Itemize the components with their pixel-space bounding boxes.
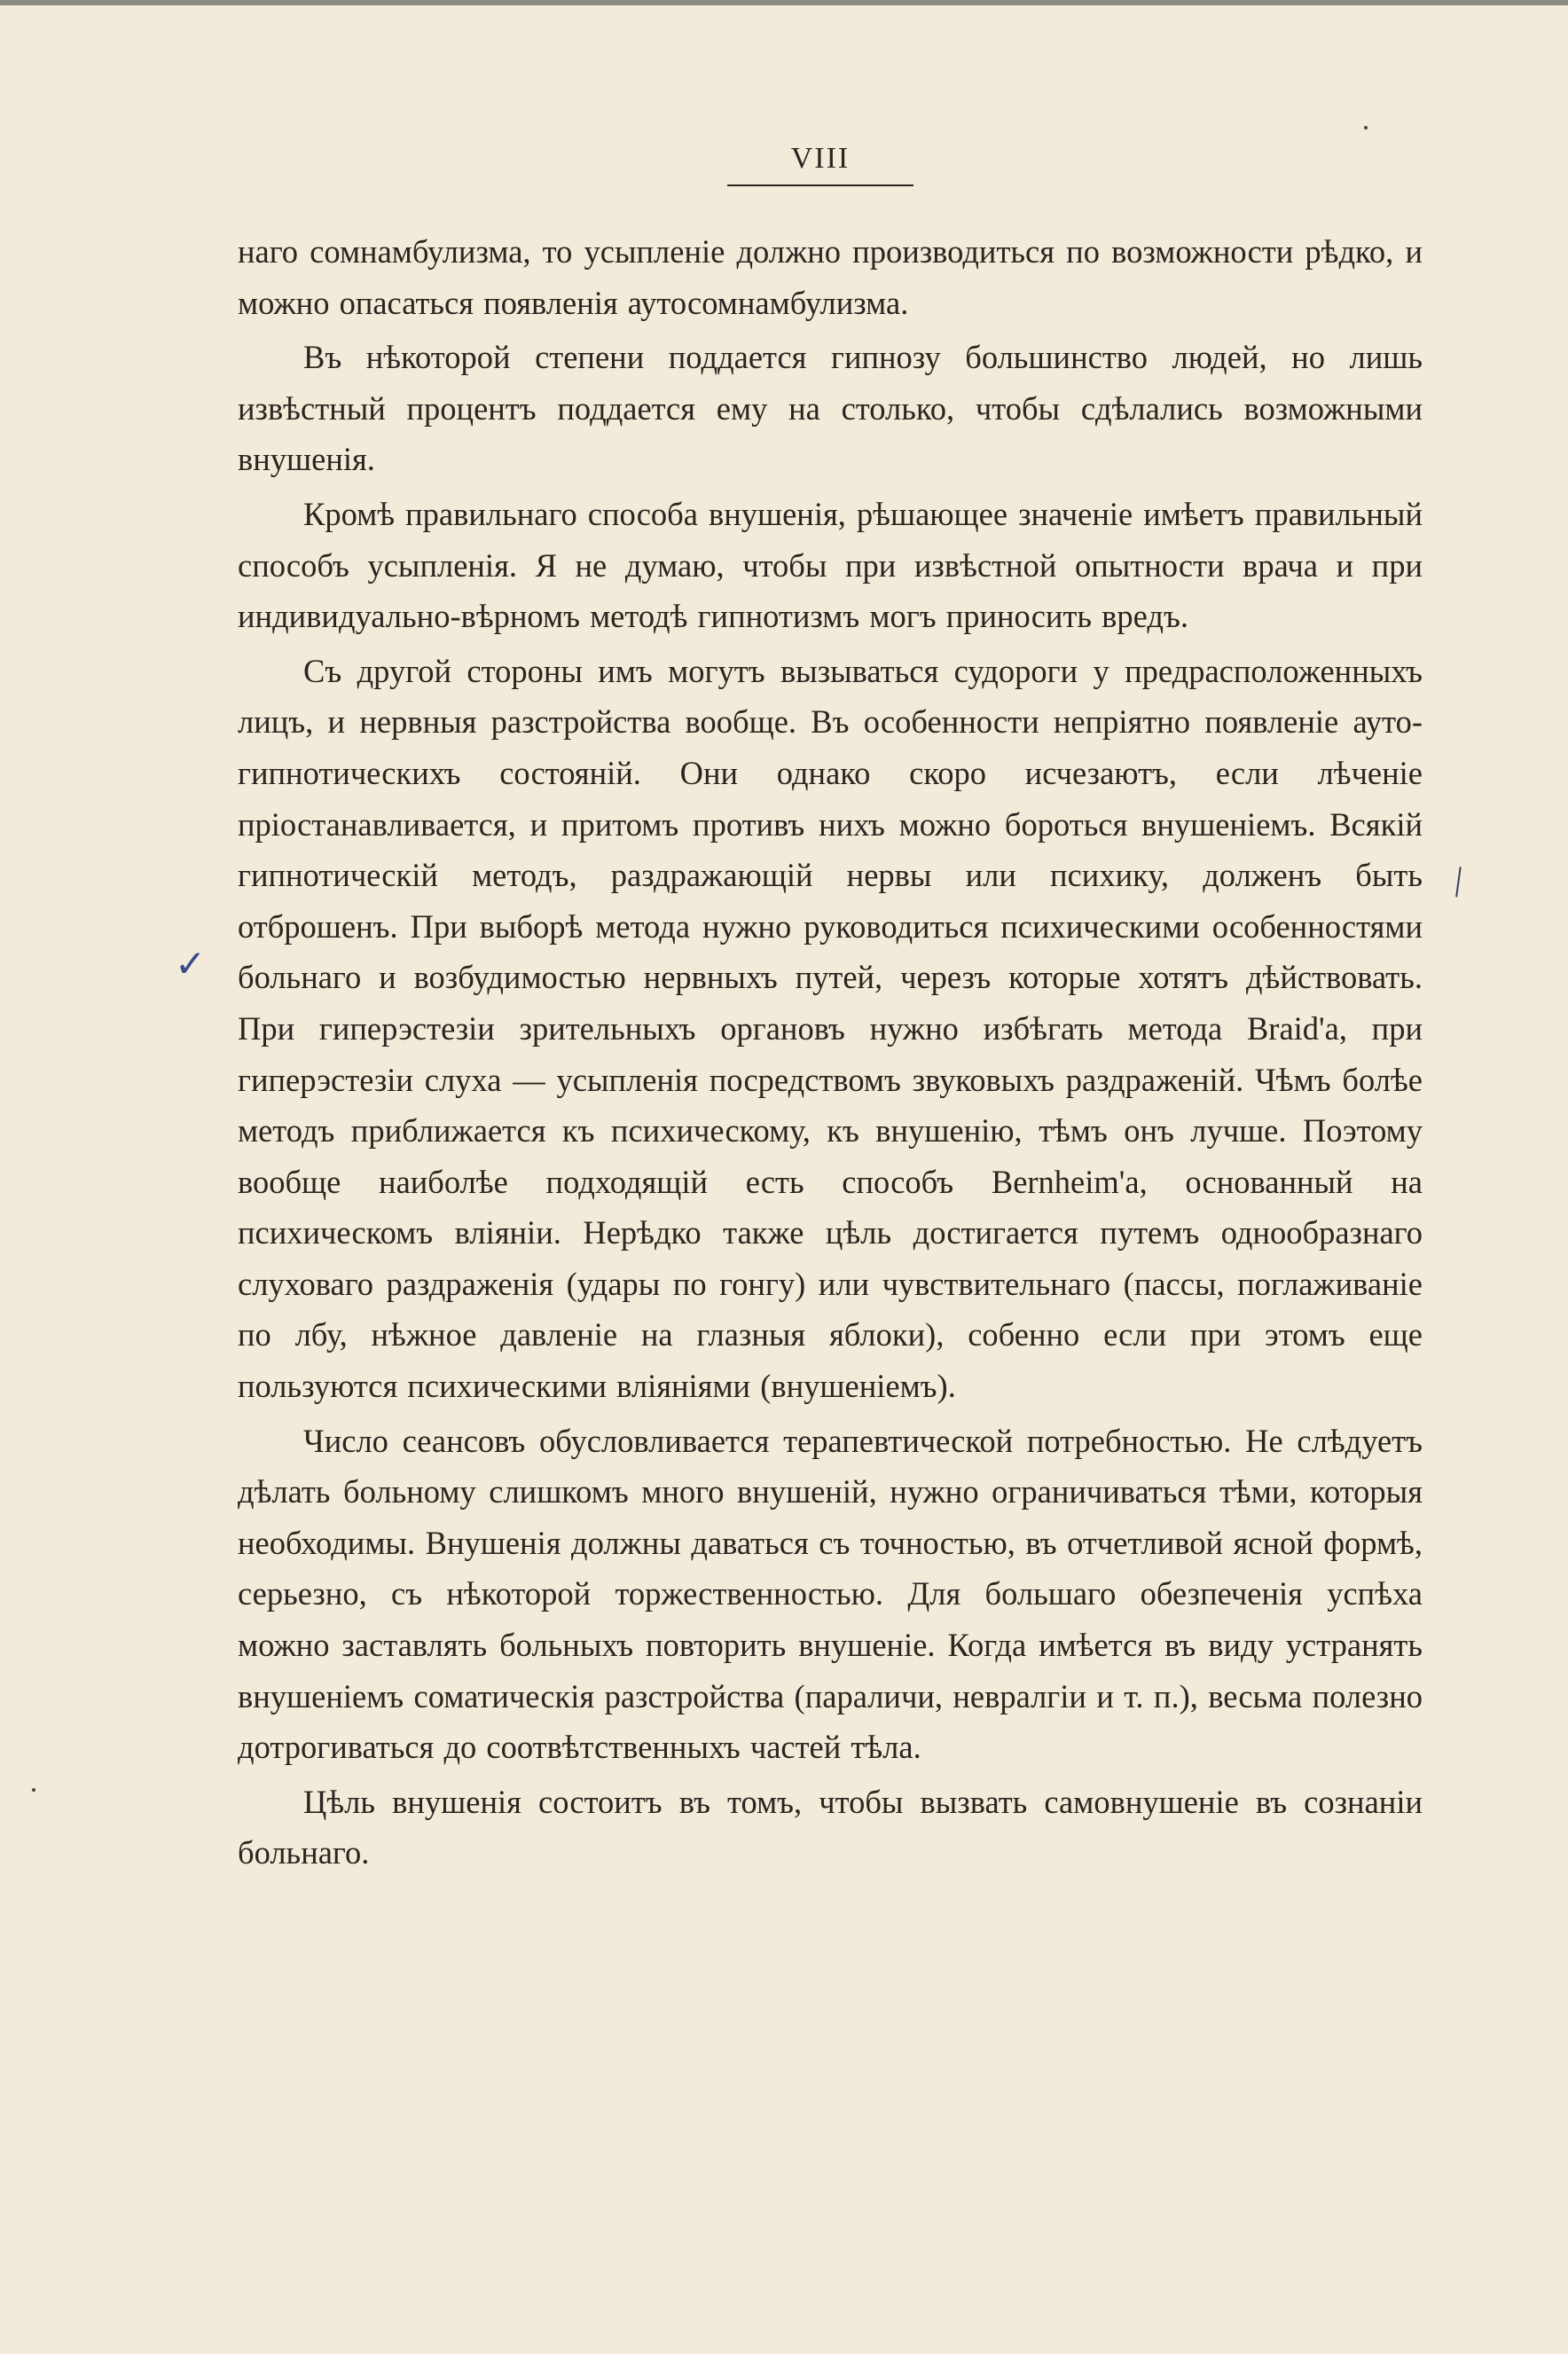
paragraph: Кромѣ правильнаго способа внушенія, рѣшающее значеніе имѣетъ правильный способъ усыпленія. Я не думаю, чтобы при извѣстной опытности врача и при индивидуально-вѣрномъ методѣ гипнотизмъ могъ приносить вредъ. bbox=[238, 495, 1423, 635]
paragraph: Съ другой стороны имъ могутъ вызываться судороги у предрасположенныхъ лицъ, и нервныя разстройства вообще. Въ особенности непріятно появленіе ауто-гипнотическихъ состояній. Они однако скоро исчезаютъ, если лѣченіе пріостанавливается, и притомъ противъ нихъ можно бороться внушеніемъ. Всякій гипнотическій методъ, раздражающій нервы или психику, долженъ быть отброшенъ. При выборѣ метода нужно руководиться психическими особенностями больнаго и возбудимостью нервныхъ путей, черезъ которые хотятъ дѣйствовать. При гиперэстезіи зрительныхъ органовъ нужно избѣгать метода Braid'a, при гиперэстезіи слуха — усыпленія посредствомъ звуковыхъ раздраженій. Чѣмъ болѣе методъ приближается къ психическому, къ внушенію, тѣмъ онъ лучше. Поэтому вообще наиболѣе подходящій есть способъ Bernheim'a, основанный на психическомъ вліяніи. Нерѣдко также цѣль достигается путемъ однообразнаго слуховаго раздраженія (удары по гонгу) или чувствительнаго (пассы, поглаживаніе по лбу, нѣжное давленіе на глазныя яблоки), собенно если при этомъ еще пользуются психическими вліяніями (внушеніемъ). bbox=[238, 652, 1423, 1405]
checkmark-icon: ✓ bbox=[175, 942, 207, 985]
paragraph-continued: наго сомнамбулизма, то усыпленіе должно производиться по возможности рѣдко, и можно опасаться появленія аутосомнамбулизма. bbox=[238, 233, 1423, 321]
paragraph: Въ нѣкоторой степени поддается гипнозу большинство людей, но лишь извѣстный процентъ поддается ему на столько, чтобы сдѣлались возможными внушенія. bbox=[238, 339, 1423, 478]
paragraph: Число сеансовъ обусловливается терапевтической потребностью. Не слѣдуетъ дѣлать больному слишкомъ много внушеній, нужно ограничиваться тѣми, которыя необходимы. Внушенія должны даваться съ точностью, въ отчетливой ясной формѣ, серьезно, съ нѣкоторой торжественностью. Для большаго обезпеченія успѣха можно заставлять больныхъ повторить внушеніе. Когда имѣется въ виду устранять внушеніемъ соматическія разстройства (параличи, невралгіи и т. п.), весьма полезно дотрогиваться до соотвѣтственныхъ частей тѣла. bbox=[238, 1422, 1423, 1766]
body-text bbox=[238, 226, 1423, 1879]
page-top-edge bbox=[0, 0, 1568, 5]
page-number: VIII bbox=[790, 142, 851, 175]
paper-speck bbox=[1364, 126, 1368, 129]
pencil-tick-icon: ╲ bbox=[1444, 867, 1471, 898]
paper-speck bbox=[32, 1788, 35, 1792]
page-header bbox=[727, 142, 913, 186]
paragraph: Цѣль внушенія состоитъ въ томъ, чтобы вызвать самовнушеніе въ сознаніи больнаго. bbox=[238, 1783, 1423, 1871]
header-rule bbox=[727, 184, 913, 186]
